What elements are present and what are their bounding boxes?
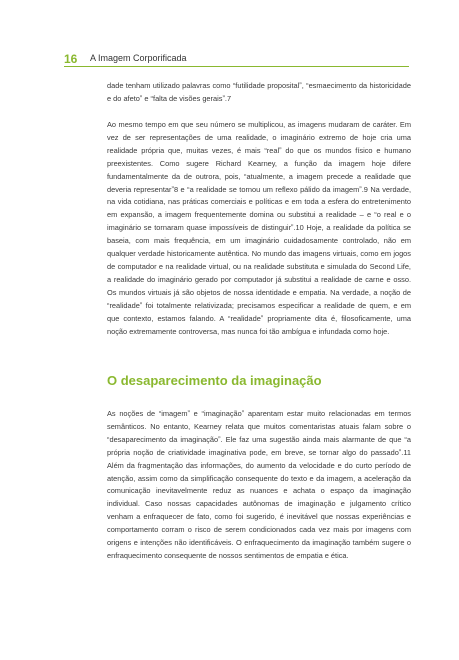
running-title: A Imagem Corporificada — [90, 53, 187, 63]
paragraph-2: Ao mesmo tempo em que seu número se multiplicou, as imagens mudaram de caráter. Em vez de ser representações de uma realidade, o imaginário extremo de hoje cria uma realidade própria que, muitas vezes, é mais “realˮ do que os mundos físico e humano preexistentes. Como sugere Richard Kearney, a função da imagem hoje difere fundamentalmente da de outrora, pois, “atualmente, a imagem precede a realidade que deveria representarˮ8 e “a realidade se tornou um reflexo pálido da imagemˮ.9 Na verdade, na vida cotidiana, nas práticas comerciais e políticas e em toda a esfera do entretenimento em expansão, a imagem frequentemente domina ou substitui a realidade – e “o real e o imaginário se tornaram quase impossíveis de distinguirˮ.10 Hoje, a realidade da política se baseia, com mais frequência, em um imaginário cuidadosamente controlado, não em qualquer verdade historicamente autêntica. No mundo das imagens virtuais, como em jogos de computador e na realidade virtual, ou na realidade substituta e simulada do Second Life, a realidade do imaginário gerado por computador já substitui a realidade de carne e osso. Os mundos virtuais já são objetos de nossa identidade e empatia. Na verdade, a noção de “realidadeˮ foi totalmente relativizada; precisamos especificar a realidade de quem, e em que contexto, estamos falando. A “realidadeˮ propriamente dita é, filosoficamente, uma noção extremamente controversa, mas nunca foi tão ambígua e infundada como hoje. — [107, 120, 411, 336]
page-number: 16 — [64, 52, 78, 66]
paragraph-1: dade tenham utilizado palavras como “futilidade propositalˮ, “esmaecimento da historicidade e do afetoˮ e “falta de visões geraisˮ.7 — [107, 81, 411, 103]
paragraph-3: As noções de “imagemˮ e “imaginaçãoˮ aparentam estar muito relacionadas em termos semânticos. No entanto, Kearney relata que muitos comentaristas atuais falam sobre o “desaparecimento da imaginaçãoˮ. Ele faz uma sugestão ainda mais alarmante de que “a própria noção de criatividade imaginativa pode, em breve, se tornar algo do passadoˮ.11 Além da fragmentação das informações, do aumento da velocidade e do curto período de atenção, assim como da simplificação consequente do texto e da imagem, a aceleração da comunicação inevitavelmente reduz as nuances e achata o espaço da imaginação individual. Caso nossas capacidades autônomas de imaginação e julgamento crítico venham a enfraquecer de fato, como foi sugerido, é inevitável que nossas experiências e comportamento corram o risco de serem condicionados cada vez mais por imagens com origens e intenções não identificáveis. O enfraquecimento da imaginação também sugere o enfraquecimento consequente de nossos sentimentos de empatia e ética. — [107, 409, 411, 560]
header-divider — [64, 66, 409, 67]
section-heading: O desaparecimento da imaginação — [107, 373, 322, 388]
